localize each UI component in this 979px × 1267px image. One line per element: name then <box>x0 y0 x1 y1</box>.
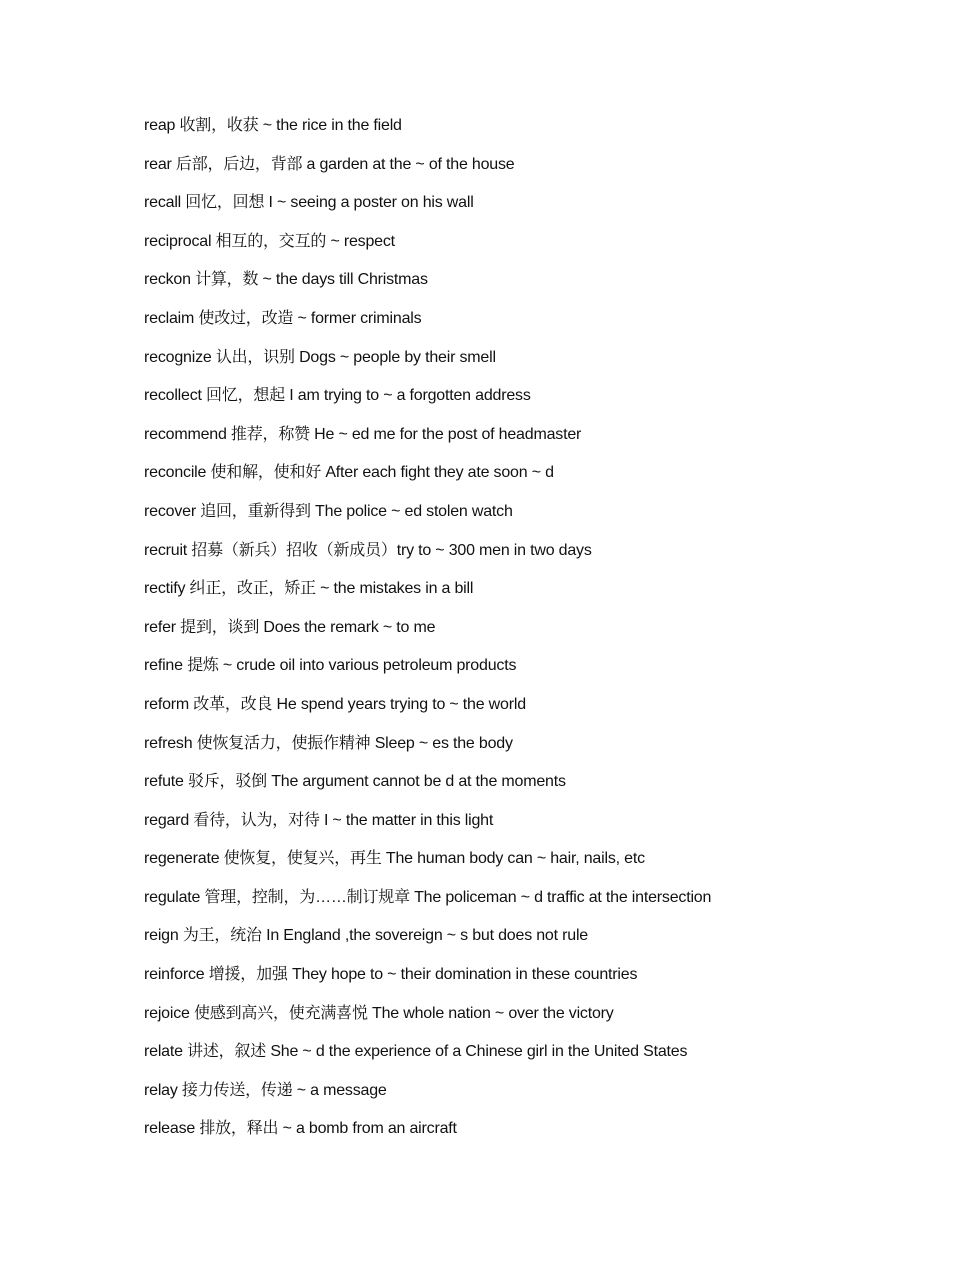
vocab-entry-recover: recover 追回，重新得到 The police ~ ed stolen watch <box>144 502 513 520</box>
vocab-entry-recognize: recognize 认出，识别 Dogs ~ people by their smell <box>144 348 496 366</box>
vocab-entry-release: release 排放，释出 ~ a bomb from an aircraft <box>144 1120 457 1138</box>
vocab-entry-refer: refer 提到，谈到 Does the remark ~ to me <box>144 618 436 636</box>
vocab-entry-recall: recall 回忆，回想 I ~ seeing a poster on his wall <box>144 194 474 212</box>
vocab-entry-refute: refute 驳斥，驳倒 The argument cannot be d at the moments <box>144 773 566 791</box>
vocab-entry-recruit: recruit 招募（新兵）招收（新成员）try to ~ 300 men in two days <box>144 541 592 559</box>
vocab-entry-recollect: recollect 回忆，想起 I am trying to ~ a forgotten address <box>144 387 531 405</box>
vocab-entry-regulate: regulate 管理，控制，为……制订规章 The policeman ~ d traffic at the intersection <box>144 888 712 906</box>
vocab-entry-reciprocal: reciprocal 相互的，交互的 ~ respect <box>144 232 395 250</box>
vocab-entry-regard: regard 看待，认为，对待 I ~ the matter in this light <box>144 811 494 829</box>
vocab-entry-reinforce: reinforce 增援，加强 They hope to ~ their domination in these countries <box>144 966 638 984</box>
vocab-entry-recommend: recommend 推荐，称赞 He ~ ed me for the post of headmaster <box>144 425 582 443</box>
vocab-entry-reap: reap 收割，收获 ~ the rice in the field <box>144 117 402 134</box>
vocab-entry-rectify: rectify 纠正，改正，矫正 ~ the mistakes in a bill <box>144 580 474 598</box>
vocab-entry-reign: reign 为王，统治 In England ,the sovereign ~ s but does not rule <box>144 927 589 945</box>
vocab-entry-refine: refine 提炼 ~ crude oil into various petroleum products <box>144 657 517 675</box>
vocab-entry-reckon: reckon 计算，数 ~ the days till Christmas <box>144 271 428 289</box>
vocab-entry-relay: relay 接力传送，传递 ~ a message <box>144 1081 387 1099</box>
vocab-entry-reform: reform 改革，改良 He spend years trying to ~ the world <box>144 695 526 713</box>
vocab-entry-rear: rear 后部，后边，背部 a garden at the ~ of the house <box>144 155 515 173</box>
vocab-entry-rejoice: rejoice 使感到高兴，使充满喜悦 The whole nation ~ over the victory <box>144 1004 614 1022</box>
vocab-entry-refresh: refresh 使恢复活力，使振作精神 Sleep ~ es the body <box>144 734 513 752</box>
vocab-entry-reclaim: reclaim 使改过，改造 ~ former criminals <box>144 309 422 327</box>
vocab-entry-reconcile: reconcile 使和解，使和好 After each fight they ate soon ~ d <box>144 464 554 482</box>
vocabulary-list <box>144 114 944 1156</box>
vocab-entry-regenerate: regenerate 使恢复，使复兴，再生 The human body can ~ hair, nails, etc <box>144 850 645 868</box>
vocab-entry-relate: relate 讲述，叙述 She ~ d the experience of a Chinese girl in the United States <box>144 1043 688 1061</box>
